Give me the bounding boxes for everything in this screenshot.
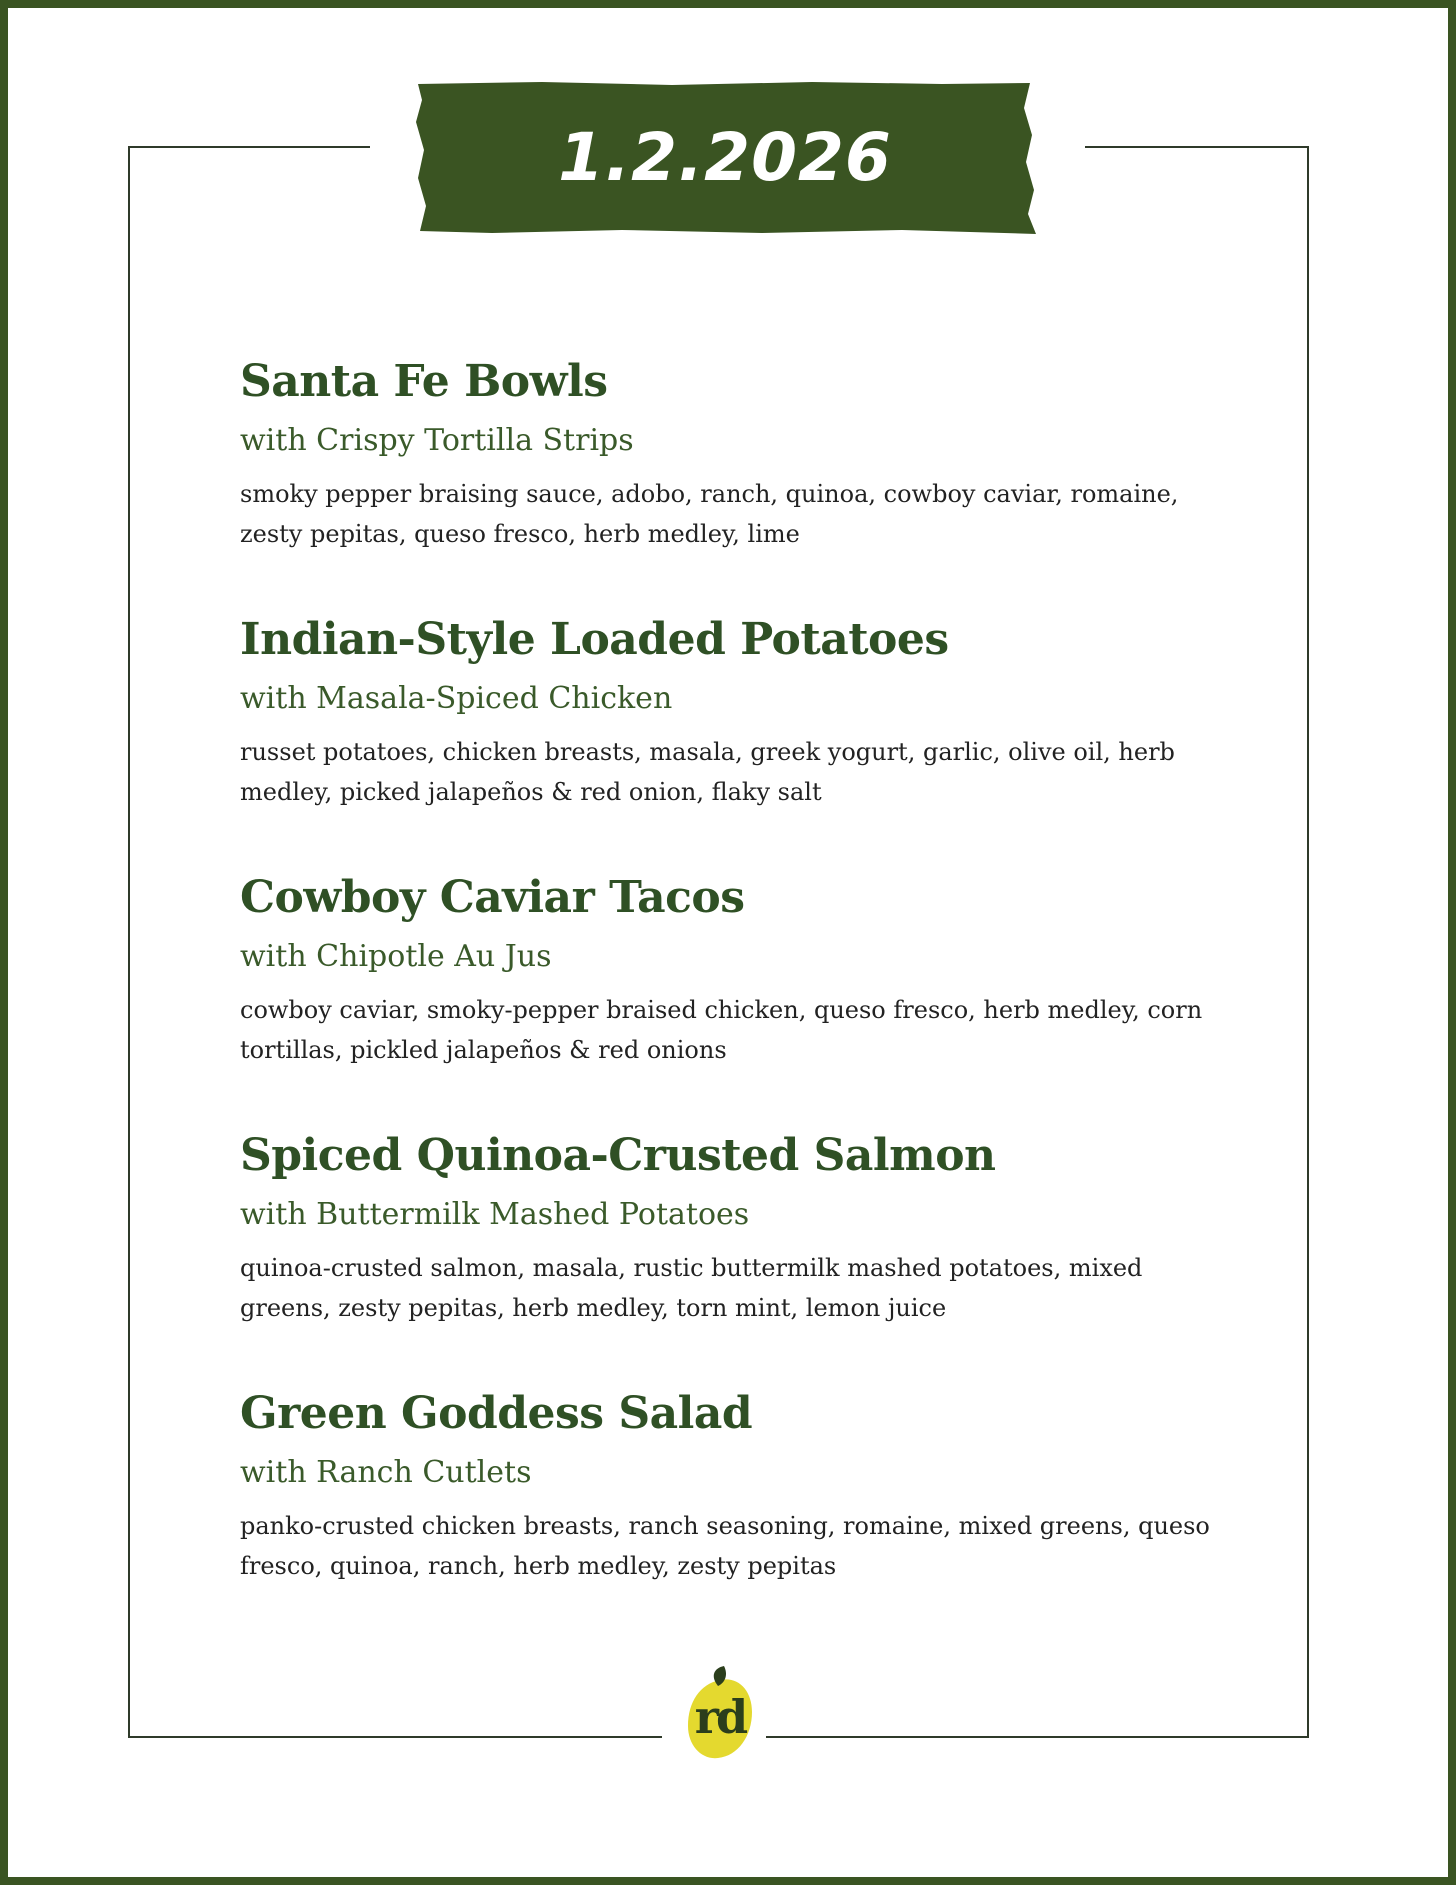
dish-item [240,1382,1240,1640]
dish-subtitle: with Chipotle Au Jus [240,939,552,974]
dish-name: Spiced Quinoa-Crusted Salmon [240,1130,996,1181]
dish-ingredients: cowboy caviar, smoky-pepper braised chicken, queso fresco, herb medley, corn tortillas, pickled jalapeños & red onions [240,996,1203,1064]
menu-list [240,350,1240,1640]
menu-date: 1.2.2026 [558,119,892,196]
dish-ingredients: smoky pepper braising sauce, adobo, ranch, quinoa, cowboy caviar, romaine, zesty pepitas, queso fresco, herb medley, lime [240,480,1179,548]
dish-item [240,608,1240,866]
dish-name: Cowboy Caviar Tacos [240,872,745,923]
dish-ingredients: panko-crusted chicken breasts, ranch seasoning, romaine, mixed greens, queso fresco, quinoa, ranch, herb medley, zesty pepitas [240,1512,1210,1580]
dish-item [240,1124,1240,1382]
dish-name: Green Goddess Salad [240,1388,753,1439]
dish-name: Indian-Style Loaded Potatoes [240,614,949,665]
dish-subtitle: with Masala-Spiced Chicken [240,681,673,716]
dish-subtitle: with Ranch Cutlets [240,1455,532,1490]
dish-ingredients: quinoa-crusted salmon, masala, rustic buttermilk mashed potatoes, mixed greens, zesty pepitas, herb medley, torn mint, lemon juice [240,1254,1143,1322]
dish-item [240,350,1240,608]
brand-logo [680,1666,760,1762]
date-banner [412,80,1038,236]
dish-ingredients: russet potatoes, chicken breasts, masala, greek yogurt, garlic, olive oil, herb medley, picked jalapeños & red onion, flaky salt [240,738,1175,806]
dish-subtitle: with Buttermilk Mashed Potatoes [240,1197,750,1232]
logo-text: rd [694,1690,746,1744]
dish-name: Santa Fe Bowls [240,356,608,407]
dish-item [240,866,1240,1124]
dish-subtitle: with Crispy Tortilla Strips [240,423,634,458]
